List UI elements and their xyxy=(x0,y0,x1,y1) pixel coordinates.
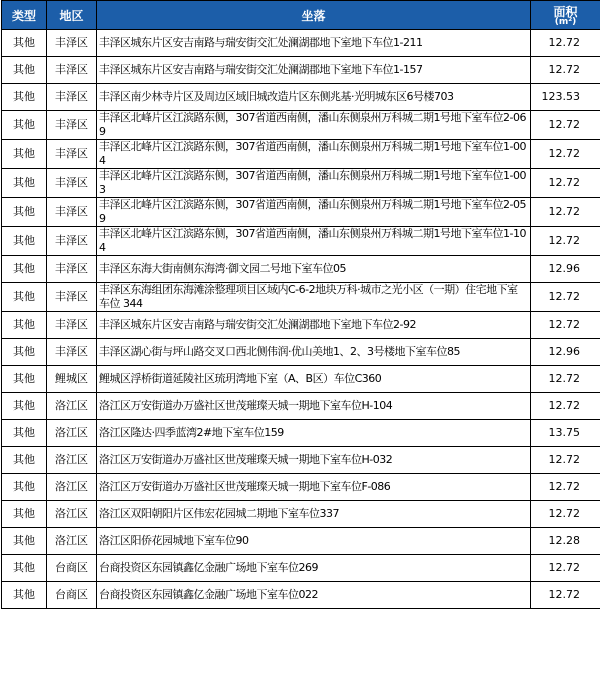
cell-type: 其他 xyxy=(2,366,47,393)
table-row xyxy=(2,339,600,366)
cell-type: 其他 xyxy=(2,393,47,420)
header-type: 类型 xyxy=(2,1,47,30)
table-row xyxy=(2,227,600,256)
cell-region: 丰泽区 xyxy=(47,30,97,57)
cell-location: 丰泽区北峰片区江滨路东侧，307省道西南侧，潘山东侧泉州万科城二期1号地下室车位1-104 xyxy=(97,227,531,256)
cell-location: 丰泽区北峰片区江滨路东侧，307省道西南侧，潘山东侧泉州万科城二期1号地下室车位2-059 xyxy=(97,198,531,227)
cell-area: 12.72 xyxy=(531,283,600,312)
cell-area: 12.72 xyxy=(531,582,600,609)
cell-type: 其他 xyxy=(2,582,47,609)
header-region: 地区 xyxy=(47,1,97,30)
cell-type: 其他 xyxy=(2,198,47,227)
cell-location: 洛江区双阳朝阳片区伟宏花园城二期地下室车位337 xyxy=(97,501,531,528)
cell-region: 台商区 xyxy=(47,555,97,582)
cell-region: 丰泽区 xyxy=(47,312,97,339)
cell-location: 丰泽区东海组团东海滩涂整理项目区域内C-6-2地块万科·城市之光小区（一期）住宅地下室车位 344 xyxy=(97,283,531,312)
cell-type: 其他 xyxy=(2,256,47,283)
table-body xyxy=(2,30,600,609)
property-table xyxy=(1,0,600,609)
cell-area: 12.72 xyxy=(531,555,600,582)
cell-area: 123.53 xyxy=(531,84,600,111)
cell-location: 洛江区万安街道办万盛社区世茂璀璨天城一期地下室车位H-032 xyxy=(97,447,531,474)
cell-region: 丰泽区 xyxy=(47,339,97,366)
table-row xyxy=(2,312,600,339)
cell-area: 12.72 xyxy=(531,501,600,528)
cell-area: 12.72 xyxy=(531,227,600,256)
cell-area: 12.96 xyxy=(531,256,600,283)
table-row xyxy=(2,198,600,227)
cell-location: 丰泽区北峰片区江滨路东侧，307省道西南侧，潘山东侧泉州万科城二期1号地下室车位1-003 xyxy=(97,169,531,198)
cell-area: 12.72 xyxy=(531,57,600,84)
cell-type: 其他 xyxy=(2,339,47,366)
cell-region: 丰泽区 xyxy=(47,283,97,312)
cell-location: 丰泽区城东片区安吉南路与瑞安街交汇处澜湖郡地下室地下车位1-211 xyxy=(97,30,531,57)
table-row xyxy=(2,30,600,57)
cell-type: 其他 xyxy=(2,501,47,528)
cell-type: 其他 xyxy=(2,227,47,256)
table-row xyxy=(2,84,600,111)
cell-region: 丰泽区 xyxy=(47,111,97,140)
cell-region: 丰泽区 xyxy=(47,227,97,256)
cell-type: 其他 xyxy=(2,140,47,169)
table-row xyxy=(2,283,600,312)
cell-type: 其他 xyxy=(2,555,47,582)
cell-region: 台商区 xyxy=(47,582,97,609)
cell-location: 洛江区万安街道办万盛社区世茂璀璨天城一期地下室车位H-104 xyxy=(97,393,531,420)
cell-type: 其他 xyxy=(2,84,47,111)
header-area-unit: (m²) xyxy=(554,17,577,27)
cell-type: 其他 xyxy=(2,57,47,84)
table-row xyxy=(2,366,600,393)
table-row xyxy=(2,555,600,582)
table-row xyxy=(2,420,600,447)
cell-area: 12.72 xyxy=(531,198,600,227)
cell-area: 12.96 xyxy=(531,339,600,366)
cell-type: 其他 xyxy=(2,474,47,501)
table-row xyxy=(2,140,600,169)
cell-area: 12.72 xyxy=(531,447,600,474)
cell-area: 12.28 xyxy=(531,528,600,555)
table-row xyxy=(2,582,600,609)
cell-region: 丰泽区 xyxy=(47,169,97,198)
cell-type: 其他 xyxy=(2,30,47,57)
header-area-label: 面积 xyxy=(553,5,578,19)
cell-area: 12.72 xyxy=(531,111,600,140)
cell-region: 洛江区 xyxy=(47,528,97,555)
cell-location: 丰泽区城东片区安吉南路与瑞安街交汇处澜湖郡地下室地下车位1-157 xyxy=(97,57,531,84)
cell-location: 台商投资区东园镇鑫亿金融广场地下室车位022 xyxy=(97,582,531,609)
table-row xyxy=(2,169,600,198)
cell-type: 其他 xyxy=(2,312,47,339)
cell-area: 12.72 xyxy=(531,312,600,339)
table-row xyxy=(2,501,600,528)
cell-region: 洛江区 xyxy=(47,501,97,528)
cell-type: 其他 xyxy=(2,528,47,555)
cell-region: 丰泽区 xyxy=(47,57,97,84)
cell-region: 洛江区 xyxy=(47,474,97,501)
table-row xyxy=(2,528,600,555)
cell-region: 丰泽区 xyxy=(47,84,97,111)
cell-location: 洛江区隆达·四季蓝湾2#地下室车位159 xyxy=(97,420,531,447)
header-area xyxy=(531,1,600,30)
cell-type: 其他 xyxy=(2,420,47,447)
cell-region: 洛江区 xyxy=(47,420,97,447)
cell-area: 12.72 xyxy=(531,393,600,420)
cell-location: 丰泽区东海大街南侧东海湾·御文园二号地下室车位05 xyxy=(97,256,531,283)
header-row xyxy=(2,1,600,30)
cell-region: 洛江区 xyxy=(47,393,97,420)
cell-location: 台商投资区东园镇鑫亿金融广场地下室车位269 xyxy=(97,555,531,582)
cell-region: 洛江区 xyxy=(47,447,97,474)
cell-location: 洛江区阳侨花园城地下室车位90 xyxy=(97,528,531,555)
cell-region: 鲤城区 xyxy=(47,366,97,393)
cell-area: 12.72 xyxy=(531,140,600,169)
cell-area: 13.75 xyxy=(531,420,600,447)
cell-location: 丰泽区南少林寺片区及周边区域旧城改造片区东侧兆基·光明城东区6号楼703 xyxy=(97,84,531,111)
cell-area: 12.72 xyxy=(531,169,600,198)
table-row xyxy=(2,447,600,474)
cell-type: 其他 xyxy=(2,169,47,198)
table-row xyxy=(2,57,600,84)
cell-type: 其他 xyxy=(2,447,47,474)
cell-region: 丰泽区 xyxy=(47,256,97,283)
cell-region: 丰泽区 xyxy=(47,198,97,227)
table-row xyxy=(2,256,600,283)
cell-location: 丰泽区北峰片区江滨路东侧，307省道西南侧，潘山东侧泉州万科城二期1号地下室车位1-004 xyxy=(97,140,531,169)
cell-area: 12.72 xyxy=(531,474,600,501)
cell-area: 12.72 xyxy=(531,366,600,393)
table-row xyxy=(2,111,600,140)
table-row xyxy=(2,393,600,420)
cell-location: 洛江区万安街道办万盛社区世茂璀璨天城一期地下室车位F-086 xyxy=(97,474,531,501)
cell-region: 丰泽区 xyxy=(47,140,97,169)
cell-location: 鲤城区浮桥街道延陵社区琉玥湾地下室（A、B区）车位C360 xyxy=(97,366,531,393)
cell-location: 丰泽区湖心街与坪山路交叉口西北侧伟润·优山美地1、2、3号楼地下室车位85 xyxy=(97,339,531,366)
cell-type: 其他 xyxy=(2,283,47,312)
header-location: 坐落 xyxy=(97,1,531,30)
cell-location: 丰泽区城东片区安吉南路与瑞安街交汇处澜湖郡地下室地下车位2-92 xyxy=(97,312,531,339)
cell-area: 12.72 xyxy=(531,30,600,57)
table-row xyxy=(2,474,600,501)
cell-location: 丰泽区北峰片区江滨路东侧，307省道西南侧，潘山东侧泉州万科城二期1号地下室车位2-069 xyxy=(97,111,531,140)
cell-type: 其他 xyxy=(2,111,47,140)
